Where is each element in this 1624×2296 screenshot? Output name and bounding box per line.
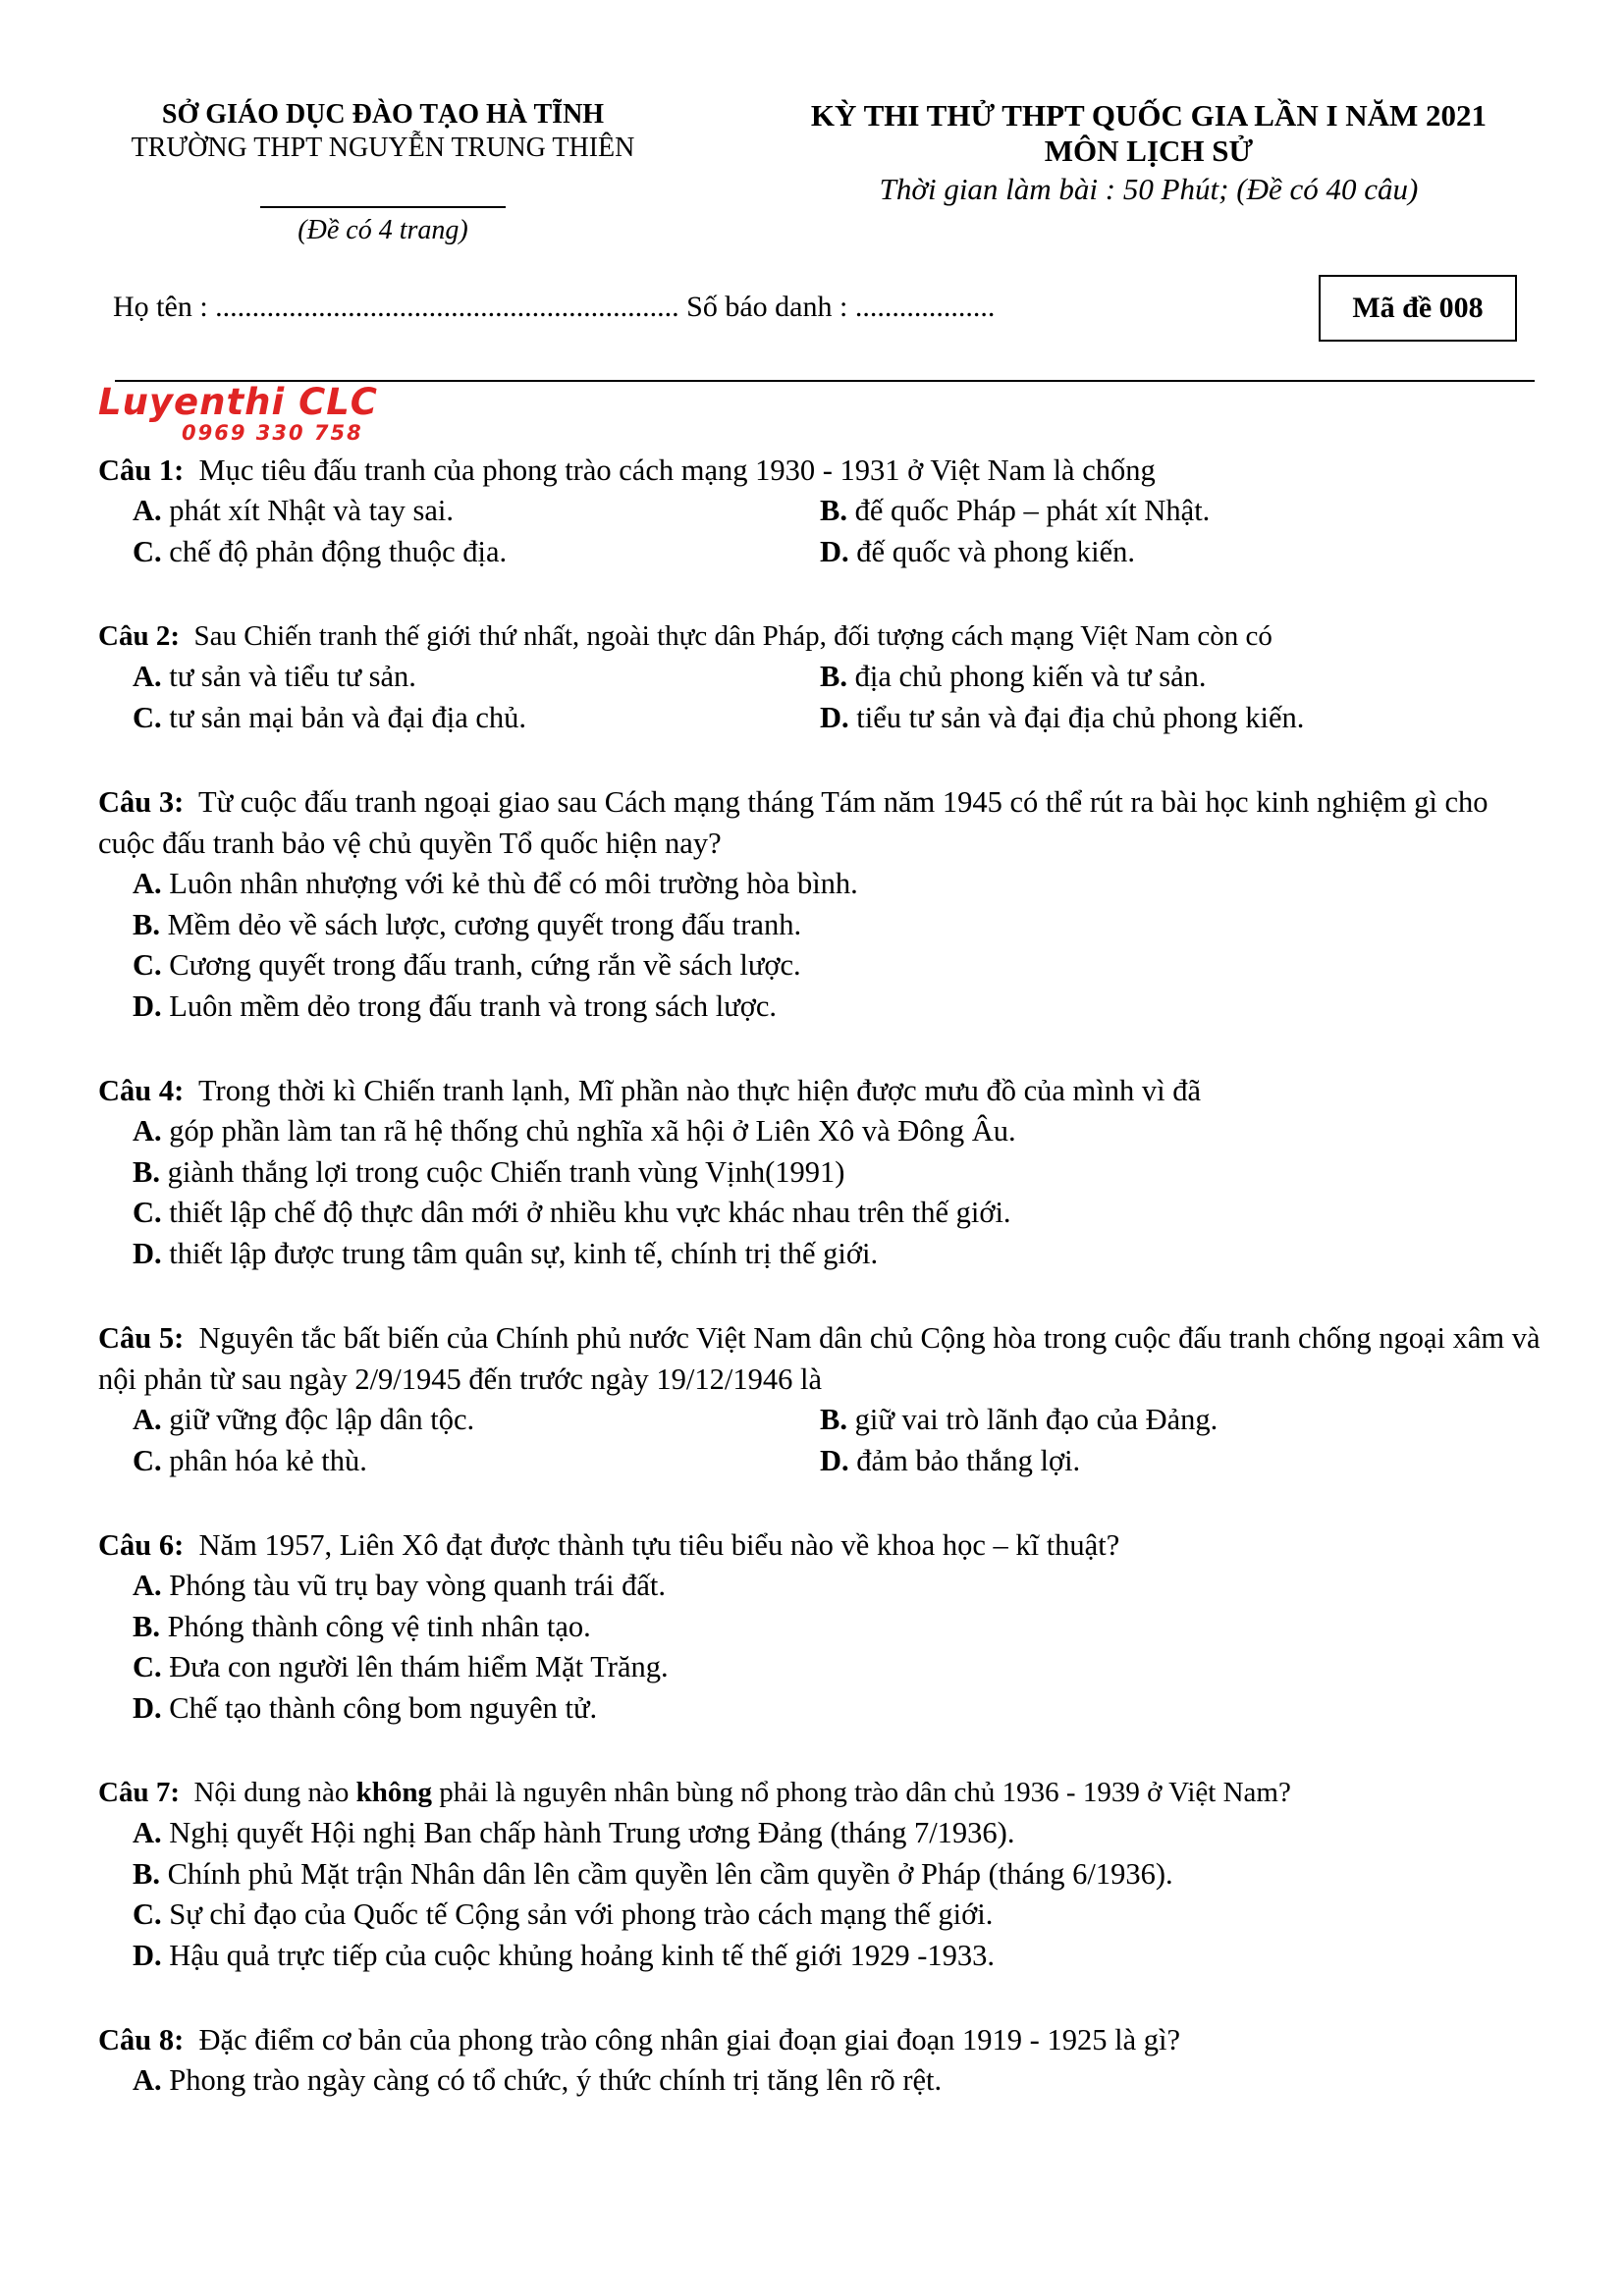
option-b: B. giữ vai trò lãnh đạo của Đảng.	[820, 1403, 1218, 1436]
question-stem	[98, 1317, 1542, 1400]
watermark-brand: Luyenthi CLC	[98, 381, 378, 423]
option-c: C. Đưa con người lên thám hiểm Mặt Trăng.	[133, 1650, 669, 1683]
options	[98, 1566, 1542, 1729]
option-b: B. Mềm dẻo về sách lược, cương quyết trong đấu tranh.	[133, 907, 802, 941]
option-a: A. Luôn nhân nhượng với kẻ thù để có môi trường hòa bình.	[133, 867, 858, 900]
option-d: D. Chế tạo thành công bom nguyên tử.	[133, 1690, 598, 1725]
question-text: Mục tiêu đấu tranh của phong trào cách mạng 1930 - 1931 ở Việt Nam là chống	[198, 454, 1156, 487]
options	[98, 1813, 1542, 1976]
question-text-before: Nội dung nào	[193, 1777, 350, 1808]
option-d: D. thiết lập được trung tâm quân sự, kinh tế, chính trị thế giới.	[133, 1236, 879, 1270]
header-right	[766, 98, 1532, 210]
options	[98, 1111, 1542, 1274]
question-stem	[98, 615, 1542, 657]
question-text: Nguyên tắc bất biến của Chính phủ nước Việt Nam dân chủ Cộng hòa trong cuộc đấu tranh chống ngoại xâm và nội phản từ sau ngày 2/9/1945 đến trước ngày 19/12/1946 là	[98, 1321, 1541, 1396]
student-info-line	[113, 291, 995, 324]
question-stem	[98, 2019, 1542, 2060]
question-stem	[98, 1070, 1542, 1111]
name-label: Họ tên :	[113, 291, 208, 323]
option-d: D. tiểu tư sản và đại địa chủ phong kiến.	[820, 700, 1305, 734]
option-b: B. Chính phủ Mặt trận Nhân dân lên cầm quyền lên cầm quyền ở Pháp (tháng 6/1936).	[133, 1856, 1173, 1891]
time-note: Thời gian làm bài : 50 Phút; (Đề có 40 câu)	[879, 172, 1419, 206]
option-b: B. địa chủ phong kiến và tư sản.	[820, 660, 1207, 693]
question-text-after: phải là nguyên nhân bùng nổ phong trào dân chủ 1936 - 1939 ở Việt Nam?	[439, 1777, 1291, 1808]
question-5	[98, 1317, 1542, 1481]
option-d: D. Luôn mềm dẻo trong đấu tranh và trong sách lược.	[133, 988, 778, 1023]
option-a: A. Phóng tàu vũ trụ bay vòng quanh trái đất.	[133, 1569, 666, 1602]
pages-note: (Đề có 4 trang)	[298, 215, 468, 245]
question-list	[98, 450, 1542, 2145]
question-stem	[98, 450, 1542, 491]
question-stem	[98, 1524, 1542, 1566]
watermark-phone: 0969 330 758	[182, 421, 363, 445]
question-6	[98, 1524, 1542, 1729]
options	[98, 491, 1542, 572]
question-4	[98, 1070, 1542, 1274]
options	[98, 2060, 1542, 2102]
question-text: Từ cuộc đấu tranh ngoại giao sau Cách mạng tháng Tám năm 1945 có thể rút ra bài học kinh nghiệm gì cho cuộc đấu tranh bảo vệ chủ quyền Tổ quốc hiện nay?	[98, 785, 1489, 860]
option-b: B. đế quốc Pháp – phát xít Nhật.	[820, 494, 1211, 527]
sbd-label: Số báo danh :	[686, 291, 848, 323]
question-number: Câu 4:	[98, 1074, 185, 1107]
option-a: A. phát xít Nhật và tay sai.	[133, 494, 454, 527]
school-name: TRƯỜNG THPT NGUYỄN TRUNG THIÊN	[131, 133, 635, 163]
options	[98, 657, 1542, 738]
question-text: Năm 1957, Liên Xô đạt được thành tựu tiêu biểu nào về khoa học – kĩ thuật?	[198, 1528, 1120, 1562]
question-number: Câu 5:	[98, 1321, 185, 1355]
option-a: A. góp phần làm tan rã hệ thống chủ nghĩa xã hội ở Liên Xô và Đông Âu.	[133, 1114, 1016, 1148]
header-divider	[260, 206, 506, 208]
options	[98, 864, 1542, 1027]
question-number: Câu 3:	[98, 785, 185, 819]
question-text-emphasis: không	[355, 1777, 432, 1808]
option-d: D. đế quốc và phong kiến.	[820, 534, 1136, 568]
question-text: Sau Chiến tranh thế giới thứ nhất, ngoài thực dân Pháp, đối tượng cách mạng Việt Nam còn có	[193, 620, 1272, 652]
option-b: B. giành thắng lợi trong cuộc Chiến tranh vùng Vịnh(1991)	[133, 1154, 845, 1189]
question-number: Câu 2:	[98, 620, 180, 652]
question-number: Câu 1:	[98, 454, 185, 487]
option-c: C. phân hóa kẻ thù.	[133, 1443, 367, 1477]
watermark	[98, 383, 378, 444]
option-d: D. đảm bảo thắng lợi.	[820, 1443, 1081, 1477]
question-1	[98, 450, 1542, 572]
option-a: A. giữ vững độc lập dân tộc.	[133, 1403, 475, 1436]
question-text: Đặc điểm cơ bản của phong trào công nhân giai đoạn giai đoạn 1919 - 1925 là gì?	[198, 2023, 1180, 2056]
question-stem	[98, 1772, 1542, 1813]
option-a: A. tư sản và tiểu tư sản.	[133, 660, 416, 693]
option-a: A. Phong trào ngày càng có tổ chức, ý thức chính trị tăng lên rõ rệt.	[133, 2063, 943, 2097]
question-2	[98, 615, 1542, 738]
option-a: A. Nghị quyết Hội nghị Ban chấp hành Trung ương Đảng (tháng 7/1936).	[133, 1816, 1015, 1849]
question-3	[98, 781, 1542, 1027]
subject-title: MÔN LỊCH SỬ	[1044, 133, 1254, 168]
option-c: C. thiết lập chế độ thực dân mới ở nhiều khu vực khác nhau trên thế giới.	[133, 1196, 1011, 1229]
option-b: B. Phóng thành công vệ tinh nhân tạo.	[133, 1609, 591, 1643]
option-c: C. Sự chỉ đạo của Quốc tế Cộng sản với phong trào cách mạng thế giới.	[133, 1897, 994, 1931]
question-number: Câu 7:	[98, 1777, 180, 1808]
option-c: C. Cương quyết trong đấu tranh, cứng rắn về sách lược.	[133, 948, 801, 982]
option-d: D. Hậu quả trực tiếp của cuộc khủng hoảng kinh tế thế giới 1929 -1933.	[133, 1938, 995, 1972]
header-left	[93, 98, 673, 247]
question-number: Câu 8:	[98, 2023, 185, 2056]
sbd-blank: ...................	[854, 291, 996, 323]
department-name: SỞ GIÁO DỤC ĐÀO TẠO HÀ TĨNH	[161, 99, 605, 130]
option-c: C. chế độ phản động thuộc địa.	[133, 534, 508, 568]
name-blank: ...............................................................	[215, 291, 679, 323]
question-8	[98, 2019, 1542, 2102]
option-c: C. tư sản mại bản và đại địa chủ.	[133, 700, 527, 734]
question-number: Câu 6:	[98, 1528, 185, 1562]
question-7	[98, 1772, 1542, 1976]
question-stem	[98, 781, 1542, 864]
question-text: Trong thời kì Chiến tranh lạnh, Mĩ phần nào thực hiện được mưu đồ của mình vì đã	[197, 1074, 1201, 1107]
exam-title: KỲ THI THỬ THPT QUỐC GIA LẦN I NĂM 2021	[810, 98, 1488, 133]
options	[98, 1400, 1542, 1481]
exam-code-box: Mã đề 008	[1319, 275, 1517, 342]
